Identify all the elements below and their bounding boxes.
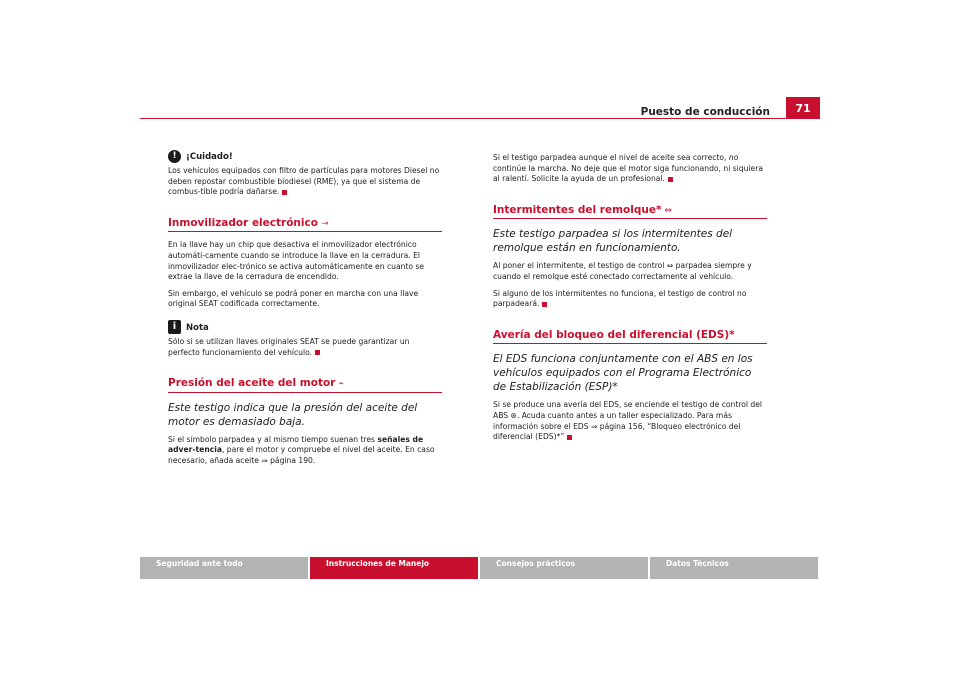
- immobilizer-paragraph-1: En la llave hay un chip que desactiva el inmovilizador electrónico automáti-camente cuando se introduce la llave en la cerradura. El inmovilizador elec-trónico se activa automáticamente en cuanto se extrae la llave de la cerradura de encendido.: [168, 240, 425, 282]
- tab-consejos[interactable]: Consejos prácticos: [480, 557, 648, 579]
- tab-datos[interactable]: Datos Técnicos: [650, 557, 818, 579]
- section-oil-pressure: [168, 378, 442, 393]
- section-trailer: [493, 205, 767, 220]
- warning-text: Los vehículos equipados con filtro de partículas para motores Diesel no deben repostar combustible biodiesel (RME), ya que el sistema de combus-tible podría dañarse.: [168, 166, 440, 197]
- section-title-immobilizer: Inmovilizador electrónico: [168, 216, 318, 229]
- tab-instrucciones[interactable]: Instrucciones de Manejo: [310, 557, 478, 579]
- tab-seguridad[interactable]: Seguridad ante todo: [140, 557, 308, 579]
- right-column: [493, 153, 767, 449]
- oil-can-icon: ⌁: [338, 379, 344, 390]
- oil-lead: Este testigo indica que la presión del aceite del motor es demasiado baja.: [168, 401, 418, 428]
- end-mark: [567, 435, 572, 440]
- oil-continued: Si el testigo parpadea aunque el nivel de aceite sea correcto, no continúe la marcha. No deje que el motor siga funcionando, ni siquiera al ralentí. Solicite la ayuda de un profesional.: [493, 153, 763, 184]
- section-title-oil: Presión del aceite del motor: [168, 377, 336, 390]
- page-number: 71: [786, 97, 820, 119]
- section-title-trailer: Intermitentes del remolque*: [493, 203, 662, 216]
- trailer-indicator-icon: ⇔: [664, 205, 672, 216]
- section-eds: [493, 330, 767, 345]
- trailer-paragraph-2: Si alguno de los intermitentes no funciona, el testigo de control no parpadeará.: [493, 288, 747, 309]
- trailer-lead: Este testigo parpadea si los intermitentes del remolque están en funcionamiento.: [493, 228, 733, 255]
- section-immobilizer: [168, 218, 442, 233]
- end-mark: [542, 302, 547, 307]
- note-title: Nota: [186, 323, 209, 334]
- note-text: Sólo si se utilizan llaves originales SEAT se puede garantizar un perfecto funcionamiento del vehículo.: [168, 336, 410, 357]
- note-icon: i: [168, 320, 181, 334]
- end-mark: [315, 350, 320, 355]
- warning-heading: [168, 150, 442, 163]
- page-header-title: Puesto de conducción: [640, 106, 770, 118]
- warning-title: ¡Cuidado!: [186, 152, 233, 163]
- end-mark: [282, 190, 287, 195]
- oil-paragraph: Si el símbolo parpadea y al mismo tiempo suenan tres señales de adver-tencia, pare el motor y compruebe el nivel del aceite. En caso necesario, añada aceite ⇒ página 190.: [168, 434, 435, 465]
- note-heading: [168, 320, 442, 334]
- header-rule: [140, 118, 820, 119]
- section-title-eds: Avería del bloqueo del diferencial (EDS)*: [493, 328, 735, 341]
- trailer-paragraph-1: Al poner el intermitente, el testigo de control ⇔ parpadea siempre y cuando el remolque esté conectado correctamente al vehículo.: [493, 261, 752, 281]
- eds-lead: El EDS funciona conjuntamente con el ABS en los vehículos equipados con el Programa Electrónico de Estabilización (ESP)*: [493, 353, 753, 394]
- immobilizer-paragraph-2: Sin embargo, el vehículo se podrá poner en marcha con una llave original SEAT codificada correctamente.: [168, 288, 419, 309]
- footer-tabs: [140, 557, 820, 579]
- end-mark: [668, 177, 673, 182]
- warning-icon: !: [168, 150, 181, 163]
- key-icon: ⊸: [320, 218, 329, 229]
- left-column: [168, 150, 442, 473]
- eds-paragraph: Si se produce una avería del EDS, se enciende el testigo de control del ABS ⊛. Acuda cuanto antes a un taller especializado. Para más información sobre el EDS ⇒ página 156, “Bloqueo electrónico del diferencial (EDS)*”: [493, 400, 763, 442]
